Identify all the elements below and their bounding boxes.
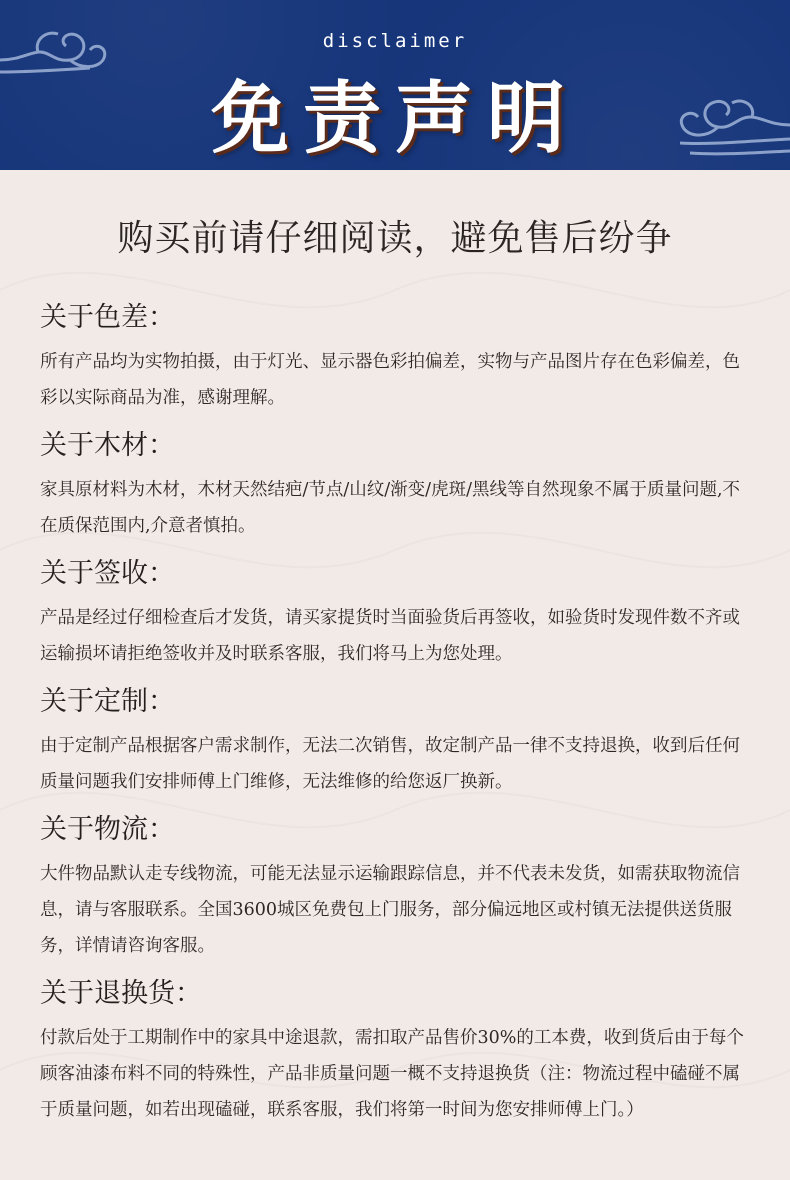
section-body: 由于定制产品根据客户需求制作，无法二次销售，故定制产品一律不支持退换，收到后任何质量问题我们安排师傅上门维修，无法维修的给您返厂换新。: [40, 736, 740, 792]
section-color-difference: [40, 298, 752, 416]
header-banner: [0, 0, 790, 170]
page-title: 免责声明: [210, 74, 579, 164]
section-body: 大件物品默认走专线物流，可能无法显示运输跟踪信息，并不代表未发货，如需获取物流信息，请与客服联系。全国3600城区免费包上门服务，部分偏远地区或村镇无法提供送货服务，详情请咨询客服。: [40, 864, 740, 956]
section-body: 付款后处于工期制作中的家具中途退款，需扣取产品售价30%的工本费，收到货后由于每个顾客油漆布料不同的特殊性，产品非质量问题一概不支持退换货（注：物流过程中磕碰不属于质量问题，如若出现磕碰，联系客服，我们将第一时间为您安排师傅上门。）: [40, 1028, 744, 1120]
section-title: 关于定制：: [40, 686, 175, 717]
disclaimer-sections: [40, 298, 752, 1138]
section-returns: [40, 974, 752, 1128]
section-title: 关于木材：: [40, 430, 175, 461]
section-title: 关于物流：: [40, 814, 175, 845]
section-title: 关于色差：: [40, 302, 175, 333]
english-title: disclaimer: [322, 30, 468, 52]
section-title: 关于退换货：: [40, 978, 202, 1009]
section-title: 关于签收：: [40, 558, 175, 589]
section-logistics: [40, 810, 752, 964]
section-signing: [40, 554, 752, 672]
section-body: 家具原材料为木材，木材天然结疤/节点/山纹/渐变/虎斑/黑线等自然现象不属于质量问题,不在质保范围内,介意者慎拍。: [40, 480, 741, 536]
subtitle: 购买前请仔细阅读，避免售后纷争: [117, 218, 673, 259]
section-wood: [40, 426, 752, 544]
section-custom: [40, 682, 752, 800]
section-body: 所有产品均为实物拍摄，由于灯光、显示器色彩拍偏差，实物与产品图片存在色彩偏差，色彩以实际商品为准，感谢理解。: [40, 352, 740, 408]
section-body: 产品是经过仔细检查后才发货，请买家提货时当面验货后再签收，如验货时发现件数不齐或运输损坏请拒绝签收并及时联系客服，我们将马上为您处理。: [40, 608, 740, 664]
